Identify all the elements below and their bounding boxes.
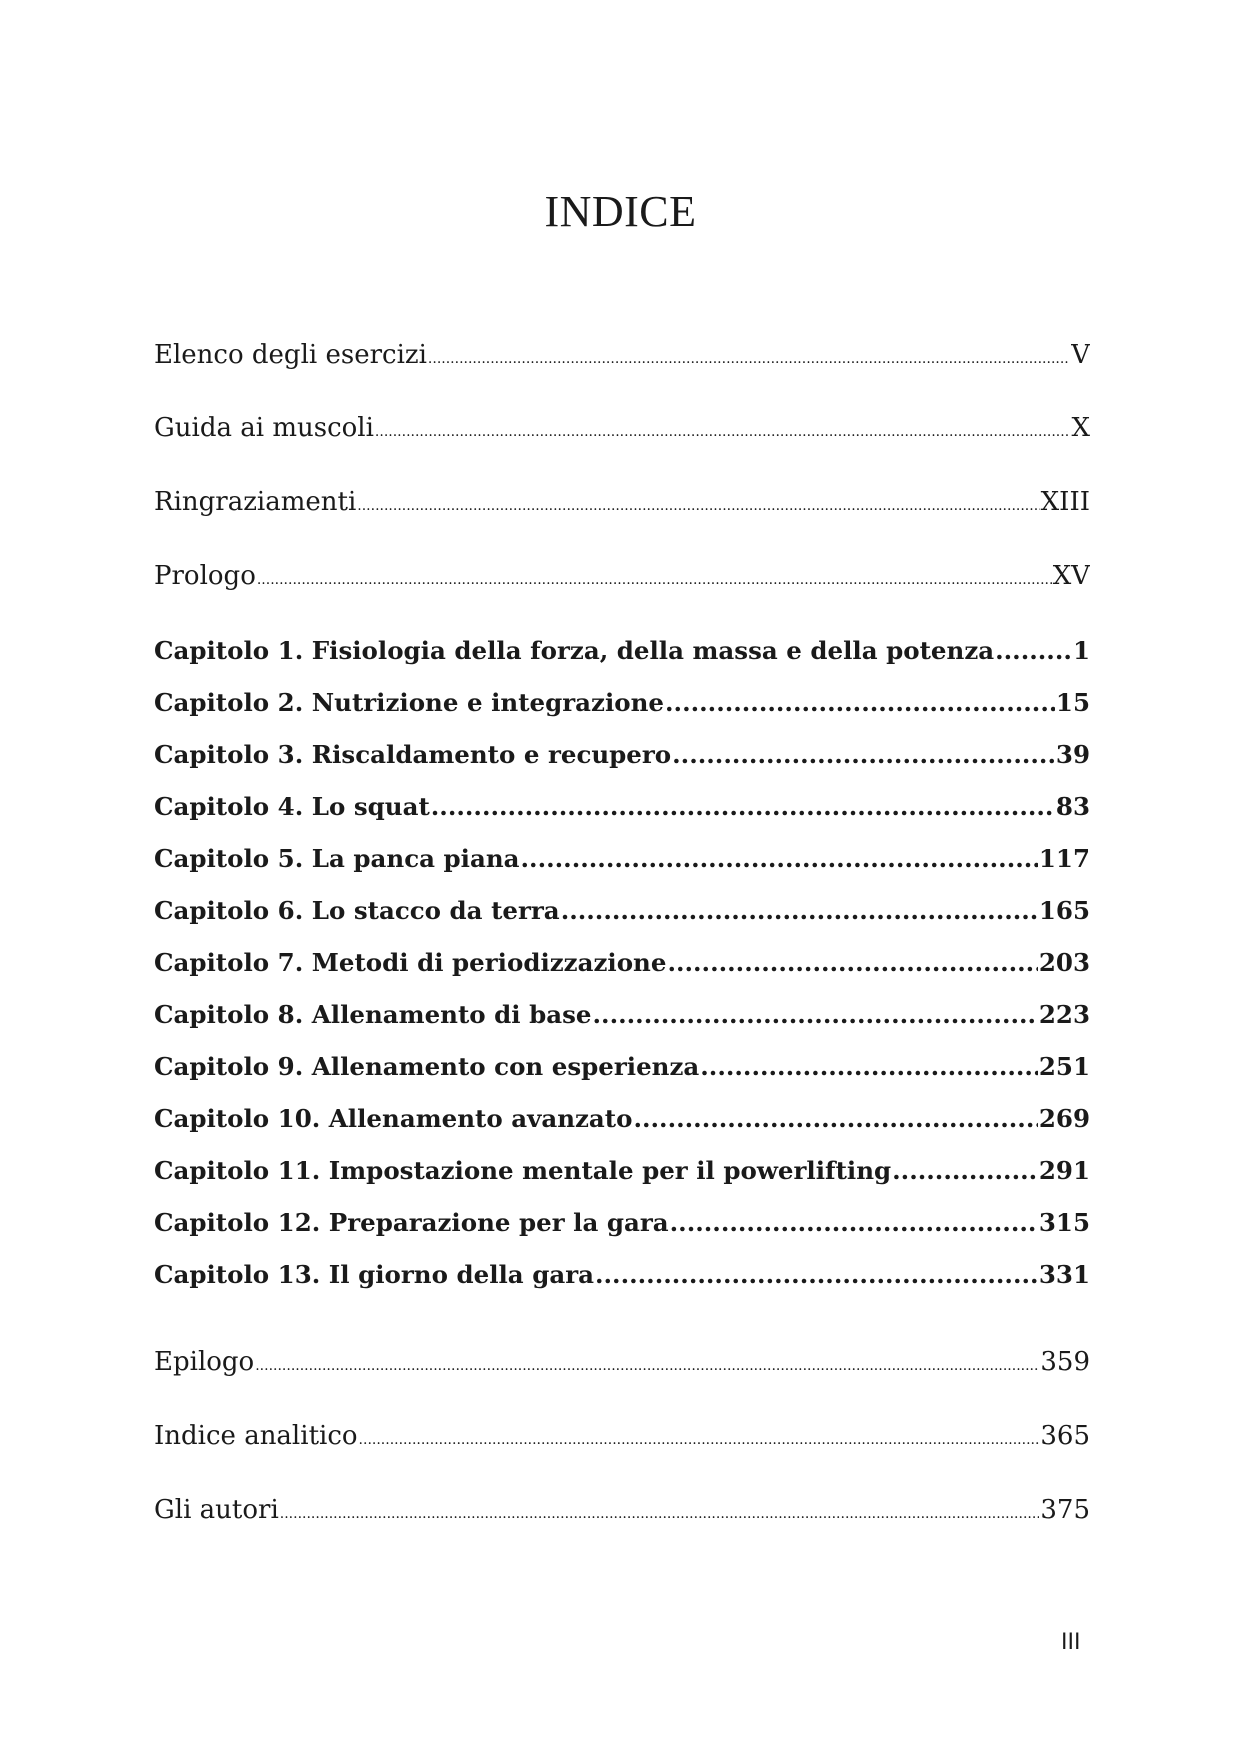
dot-leader: [700, 1052, 1038, 1081]
toc-entry-page: 365: [1040, 1421, 1090, 1451]
toc-entry-page: XIII: [1040, 487, 1090, 517]
toc-entry-label: Capitolo 6. Lo stacco da terra: [154, 896, 560, 925]
toc-entry-label: Capitolo 5. La panca piana: [154, 844, 520, 873]
toc-entry-page: 203: [1038, 948, 1090, 977]
toc-entry-page: XV: [1052, 561, 1090, 591]
toc-entry-guida-muscoli: [154, 413, 1090, 443]
toc-entry-label: Capitolo 10. Allenamento avanzato: [154, 1104, 633, 1133]
toc-entry-label: Ringraziamenti: [154, 487, 357, 517]
dot-leader: [561, 896, 1038, 925]
toc-entry-page: 331: [1038, 1260, 1090, 1289]
dot-leader: [280, 1506, 1040, 1522]
toc-entry-page: 291: [1038, 1156, 1090, 1185]
dot-leader: [633, 1104, 1037, 1133]
toc-entry-label: Capitolo 13. Il giorno della gara: [154, 1260, 594, 1289]
dot-leader: [375, 424, 1071, 440]
dot-leader: [595, 1260, 1038, 1289]
toc-entry-page: 223: [1038, 1000, 1090, 1029]
toc-entry-label: Gli autori: [154, 1495, 279, 1525]
toc-entry-label: Guida ai muscoli: [154, 413, 374, 443]
dot-leader: [670, 1208, 1038, 1237]
toc-entry-page: 117: [1038, 844, 1090, 873]
toc-entry-label: Indice analitico: [154, 1421, 358, 1451]
toc-chapter-7: [154, 948, 1090, 977]
toc-entry-page: 269: [1038, 1104, 1090, 1133]
dot-leader: [892, 1156, 1038, 1185]
toc-chapter-5: [154, 844, 1090, 873]
dot-leader: [428, 351, 1070, 367]
toc-chapter-9: [154, 1052, 1090, 1081]
dot-leader: [257, 572, 1052, 588]
toc-entry-label: Capitolo 9. Allenamento con esperienza: [154, 1052, 700, 1081]
toc-entry-ringraziamenti: [154, 487, 1090, 517]
toc-entry-gli-autori: [154, 1495, 1090, 1525]
toc-chapter-4: [154, 792, 1090, 821]
toc-entry-label: Epilogo: [154, 1347, 255, 1377]
toc-entry-prologo: [154, 561, 1090, 591]
toc-entry-page: 39: [1055, 740, 1090, 769]
toc-entry-page: 315: [1038, 1208, 1090, 1237]
toc-entry-label: Capitolo 8. Allenamento di base: [154, 1000, 592, 1029]
toc-chapter-13: [154, 1260, 1090, 1289]
toc-chapter-10: [154, 1104, 1090, 1133]
toc-entry-indice-analitico: [154, 1421, 1090, 1451]
toc-chapter-2: [154, 688, 1090, 717]
toc-entry-elenco-esercizi: [154, 340, 1090, 370]
toc-chapter-11: [154, 1156, 1090, 1185]
toc-entry-page: 165: [1038, 896, 1090, 925]
page-number: III: [1061, 1630, 1081, 1655]
toc-entry-page: V: [1071, 340, 1090, 370]
toc-entry-page: 359: [1040, 1347, 1090, 1377]
toc-entry-page: 251: [1038, 1052, 1090, 1081]
toc-entry-page: 15: [1055, 688, 1090, 717]
toc-entry-label: Capitolo 11. Impostazione mentale per il powerlifting: [154, 1156, 892, 1185]
toc-entry-label: Prologo: [154, 561, 256, 591]
toc-entry-page: 1: [1072, 636, 1090, 665]
dot-leader: [667, 948, 1037, 977]
dot-leader: [593, 1000, 1038, 1029]
dot-leader: [359, 1432, 1040, 1448]
dot-leader: [665, 688, 1055, 717]
toc-entry-label: Capitolo 3. Riscaldamento e recupero: [154, 740, 672, 769]
toc-entry-label: Capitolo 4. Lo squat: [154, 792, 430, 821]
dot-leader: [672, 740, 1055, 769]
toc-entry-page: 83: [1055, 792, 1090, 821]
toc-entry-label: Capitolo 7. Metodi di periodizzazione: [154, 948, 667, 977]
toc-chapter-6: [154, 896, 1090, 925]
toc-entry-label: Capitolo 12. Preparazione per la gara: [154, 1208, 669, 1237]
toc-entry-label: Capitolo 2. Nutrizione e integrazione: [154, 688, 665, 717]
dot-leader: [255, 1358, 1039, 1374]
dot-leader: [357, 498, 1039, 514]
dot-leader: [431, 792, 1055, 821]
toc-chapter-12: [154, 1208, 1090, 1237]
toc-entry-label: Elenco degli esercizi: [154, 340, 427, 370]
toc-chapter-3: [154, 740, 1090, 769]
toc-entry-epilogo: [154, 1347, 1090, 1377]
toc-chapter-1: [154, 636, 1090, 665]
page-title: INDICE: [544, 187, 697, 236]
dot-leader: [521, 844, 1038, 873]
toc-entry-page: X: [1071, 413, 1090, 443]
dot-leader: [995, 636, 1072, 665]
toc-entry-label: Capitolo 1. Fisiologia della forza, della massa e della potenza: [154, 636, 995, 665]
toc-chapter-8: [154, 1000, 1090, 1029]
toc-entry-page: 375: [1040, 1495, 1090, 1525]
